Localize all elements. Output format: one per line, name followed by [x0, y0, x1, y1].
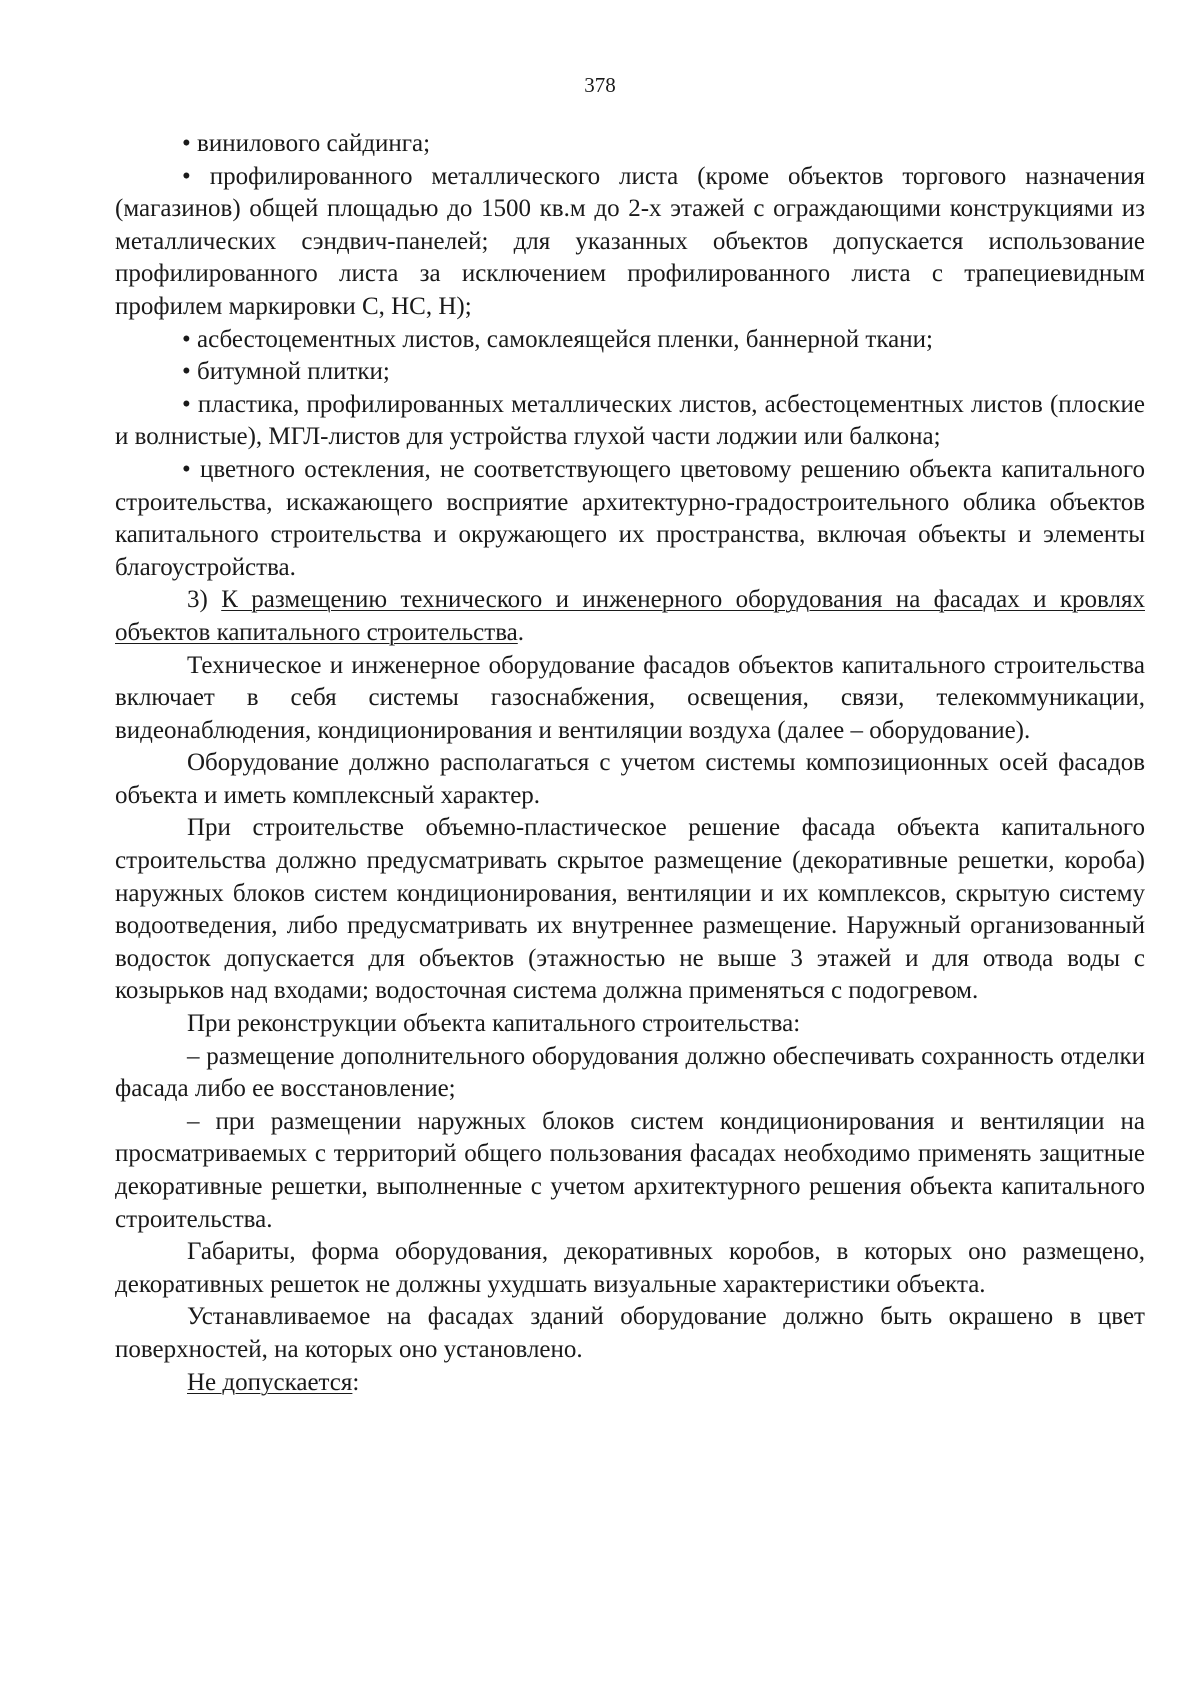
list-item-text: асбестоцементных листов, самоклеящейся пленки, баннерной ткани;: [197, 325, 933, 353]
not-allowed-suffix: :: [352, 1368, 360, 1396]
bullet-marker: •: [182, 455, 200, 483]
list-item-text: битумной плитки;: [197, 358, 390, 386]
list-item-plastic: [115, 389, 1145, 454]
list-item-profiled-sheet: [115, 161, 1145, 324]
dash-item-additional-equipment: – размещение дополнительного оборудования должно обеспечивать сохранность отделки фасада либо ее восстановление;: [115, 1042, 1145, 1103]
list-item-colored-glazing: [115, 454, 1145, 584]
section-heading-equipment: [115, 584, 1145, 649]
list-item-text: пластика, профилированных металлических листов, асбестоцементных листов (плоские и волнистые), МГЛ-листов для устройства глухой части лоджии или балкона;: [115, 390, 1145, 451]
list-item-asbestos-sheets: [115, 324, 1145, 357]
list-item-bitumen-tile: [115, 356, 1145, 389]
paragraph-construction: При строительстве объемно-пластическое решение фасада объекта капитального строительства должно предусматривать скрытое размещение (декоративные решетки, короба) наружных блоков систем кондиционирования, вентиляции и их комплексов, скрытую систему водоотведения, либо предусматривать их внутреннее размещение. Наружный организованный водосток допускается для объектов (этажностью не выше 3 этажей и для отвода воды с козырьков над входами; водосточная система должна применяться с подогревом.: [115, 814, 1145, 1005]
bullet-marker: •: [182, 162, 210, 190]
heading-not-allowed: [115, 1367, 1145, 1400]
bullet-marker: •: [182, 130, 198, 157]
paragraph-painting: Устанавливаемое на фасадах зданий оборудование должно быть окрашено в цвет поверхностей, на которых оно установлено.: [115, 1303, 1145, 1363]
section-title: К размещению технического и инженерного оборудования на фасадах и кровлях объектов капитального строительства: [115, 586, 1145, 646]
list-item-text: винилового сайдинга;: [197, 130, 431, 157]
list-item-vinyl-siding: [115, 128, 1145, 161]
page-number: 378: [584, 73, 616, 97]
not-allowed-label: Не допускается: [187, 1368, 353, 1396]
paragraph-composition-axes: Оборудование должно располагаться с учетом системы композиционных осей фасадов объекта и иметь комплексный характер.: [115, 749, 1145, 809]
bullet-marker: •: [182, 325, 198, 353]
paragraph-dimensions: Габариты, форма оборудования, декоративных коробов, в которых оно размещено, декоративных решеток не должны ухудшать визуальные характеристики объекта.: [115, 1238, 1145, 1298]
dash-item-outdoor-units: – при размещении наружных блоков систем кондиционирования и вентиляции на просматриваемых с территорий общего пользования фасадах необходимо применять защитные декоративные решетки, выполненные с учетом архитектурного решения объекта капитального строительства.: [115, 1107, 1145, 1233]
section-title-suffix: .: [517, 618, 525, 646]
bullet-marker: •: [182, 390, 198, 418]
list-item-text: профилированного металлического листа (кроме объектов торгового назначения (магазинов) общей площадью до 1500 кв.м до 2-х этажей с ограждающими конструкциями из металлических сэндвич-панелей; для указанных объектов допускается использование профилированного листа за исключением профилированного листа с трапециевидным профилем маркировки С, НС, Н);: [115, 162, 1145, 320]
list-item-text: цветного остекления, не соответствующего цветовому решению объекта капитального строительства, искажающего восприятие архитектурно-градостроительного облика объектов капитального строительства и окружающего их пространства, включая объекты и элементы благоустройства.: [115, 455, 1145, 581]
document-body: [115, 128, 1145, 1399]
section-number: 3): [187, 586, 222, 614]
bullet-marker: •: [182, 358, 198, 386]
paragraph-reconstruction: При реконструкции объекта капитального строительства:: [187, 1010, 801, 1038]
paragraph-equipment-definition: Техническое и инженерное оборудование фасадов объектов капитального строительства включает в себя системы газоснабжения, освещения, связи, телекоммуникации, видеонаблюдения, кондиционирования и вентиляции воздуха (далее – оборудование).: [115, 651, 1145, 744]
